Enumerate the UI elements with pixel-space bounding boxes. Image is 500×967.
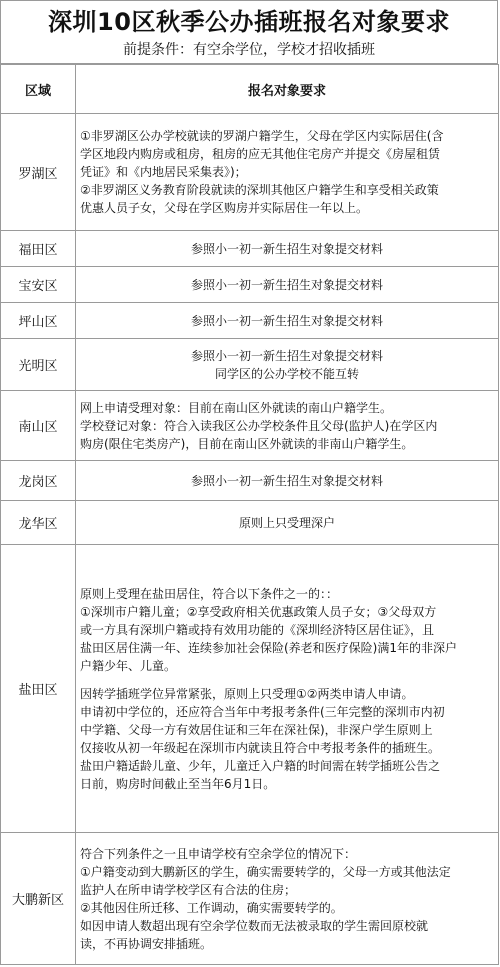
requirement-cell <box>76 501 499 545</box>
table-row <box>1 231 499 267</box>
requirement-line: ①户籍变动到大鹏新区的学生，确实需要转学的，父母一方或其他法定 <box>80 864 451 879</box>
requirement-line: 监护人在所申请学校学区有合法的住房； <box>80 882 297 897</box>
requirement-line: 日前，购房时间截止至当年6月1日。 <box>80 776 276 791</box>
requirement-line: 读，不再协调安排插班。 <box>80 936 213 951</box>
requirement-line: 符合下列条件之一且申请学校有空余学位的情况下： <box>80 846 357 861</box>
requirement-line: 优惠人员子女，父母在学区购房并实际居住一年以上。 <box>80 201 369 215</box>
region-cell: 龙岗区 <box>1 461 76 501</box>
requirement-line: ②非罗湖区义务教育阶段就读的深圳其他区户籍学生和享受相关政策 <box>80 183 439 197</box>
requirement-cell <box>76 391 499 461</box>
table-row <box>1 267 499 303</box>
requirement-line: 凭证》和《内地居民采集表》)； <box>80 165 247 179</box>
region-cell: 南山区 <box>1 391 76 461</box>
region-cell: 盐田区 <box>1 545 76 833</box>
requirement-cell <box>76 303 499 339</box>
header-region: 区域 <box>1 65 76 114</box>
requirement-line: 仅接收从初一年级起在深圳市内就读且符合中考报考条件的插班生。 <box>80 740 441 755</box>
requirement-line: 申请初中学位的，还应符合当年中考报考条件(三年完整的深圳市内初 <box>80 704 445 719</box>
requirement-cell <box>76 461 499 501</box>
requirement-line: 学校登记对象：符合入读我区公办学校条件且父母(监护人)在学区内 <box>80 418 438 433</box>
requirement-line: 如因申请人数超出现有空余学位数而无法被录取的学生需回原校就 <box>80 918 429 933</box>
region-cell: 龙华区 <box>1 501 76 545</box>
region-cell: 大鹏新区 <box>1 833 76 965</box>
requirement-cell <box>76 339 499 391</box>
table-row <box>1 461 499 501</box>
table-header-row <box>1 65 499 114</box>
table-row <box>1 114 499 231</box>
requirement-line: 原则上只受理深户 <box>238 515 335 530</box>
requirement-cell <box>76 114 499 231</box>
requirement-line: 网上申请受理对象：目前在南山区外就读的南山户籍学生。 <box>80 400 393 415</box>
table-row <box>1 303 499 339</box>
header-requirement: 报名对象要求 <box>76 65 499 114</box>
requirement-cell <box>76 267 499 303</box>
requirement-line: 购房(限住宅类房产)，目前在南山区外就读的非南山户籍学生。 <box>80 436 414 451</box>
table-row <box>1 501 499 545</box>
region-cell: 福田区 <box>1 231 76 267</box>
requirement-line: 同学区的公办学校不能互转 <box>214 366 359 381</box>
page-subtitle: 前提条件：有空余学位，学校才招收插班 <box>123 42 375 58</box>
page-title: 深圳10区秋季公办插班报名对象要求 <box>48 8 450 36</box>
requirement-line: ①非罗湖区公办学校就读的罗湖户籍学生，父母在学区内实际居住(含 <box>80 129 444 143</box>
requirement-line: ①深圳市户籍儿童；②享受政府相关优惠政策人员子女；③父母双方 <box>80 604 437 619</box>
requirements-table <box>0 64 499 965</box>
requirement-line: 学区地段内购房或租房，租房的应无其他住宅房产并提交《房屋租赁 <box>80 147 441 161</box>
table-row <box>1 545 499 833</box>
requirement-line: 参照小一初一新生招生对象提交材料 <box>190 313 383 328</box>
region-cell: 坪山区 <box>1 303 76 339</box>
paragraph-gap <box>80 675 494 685</box>
requirement-cell <box>76 231 499 267</box>
requirement-line: 参照小一初一新生招生对象提交材料 <box>190 473 383 488</box>
requirement-line: 参照小一初一新生招生对象提交材料 <box>190 277 383 292</box>
region-cell: 宝安区 <box>1 267 76 303</box>
title-box <box>0 0 498 64</box>
requirement-line: 中学籍、父母一方有效居住证和三年在深社保)，非深户学生原则上 <box>80 722 433 737</box>
requirement-line: 参照小一初一新生招生对象提交材料 <box>190 348 383 363</box>
requirement-line: 参照小一初一新生招生对象提交材料 <box>190 241 383 256</box>
region-cell: 光明区 <box>1 339 76 391</box>
requirement-cell <box>76 545 499 833</box>
requirement-line: 盐田区居住满一年、连续参加社会保险(养老和医疗保险)满1年的非深户 <box>80 640 458 655</box>
requirement-line: 因转学插班学位异常紧张，原则上只受理①②两类申请人申请。 <box>80 686 414 701</box>
requirement-line: 户籍少年、儿童。 <box>80 658 177 673</box>
table-row <box>1 833 499 965</box>
table-row <box>1 391 499 461</box>
requirement-line: 或一方具有深圳户籍或持有效用功能的《深圳经济特区居住证》，且 <box>80 622 435 637</box>
requirement-line: ②其他因住所迁移、工作调动，确实需要转学的。 <box>80 900 343 915</box>
region-cell: 罗湖区 <box>1 114 76 231</box>
requirement-line: 原则上受理在盐田居住，符合以下条件之一的：： <box>80 586 339 601</box>
requirement-cell <box>76 833 499 965</box>
requirement-line: 盐田户籍适龄儿童、少年，儿童迁入户籍的时间需在转学插班公告之 <box>80 758 441 773</box>
table-row <box>1 339 499 391</box>
